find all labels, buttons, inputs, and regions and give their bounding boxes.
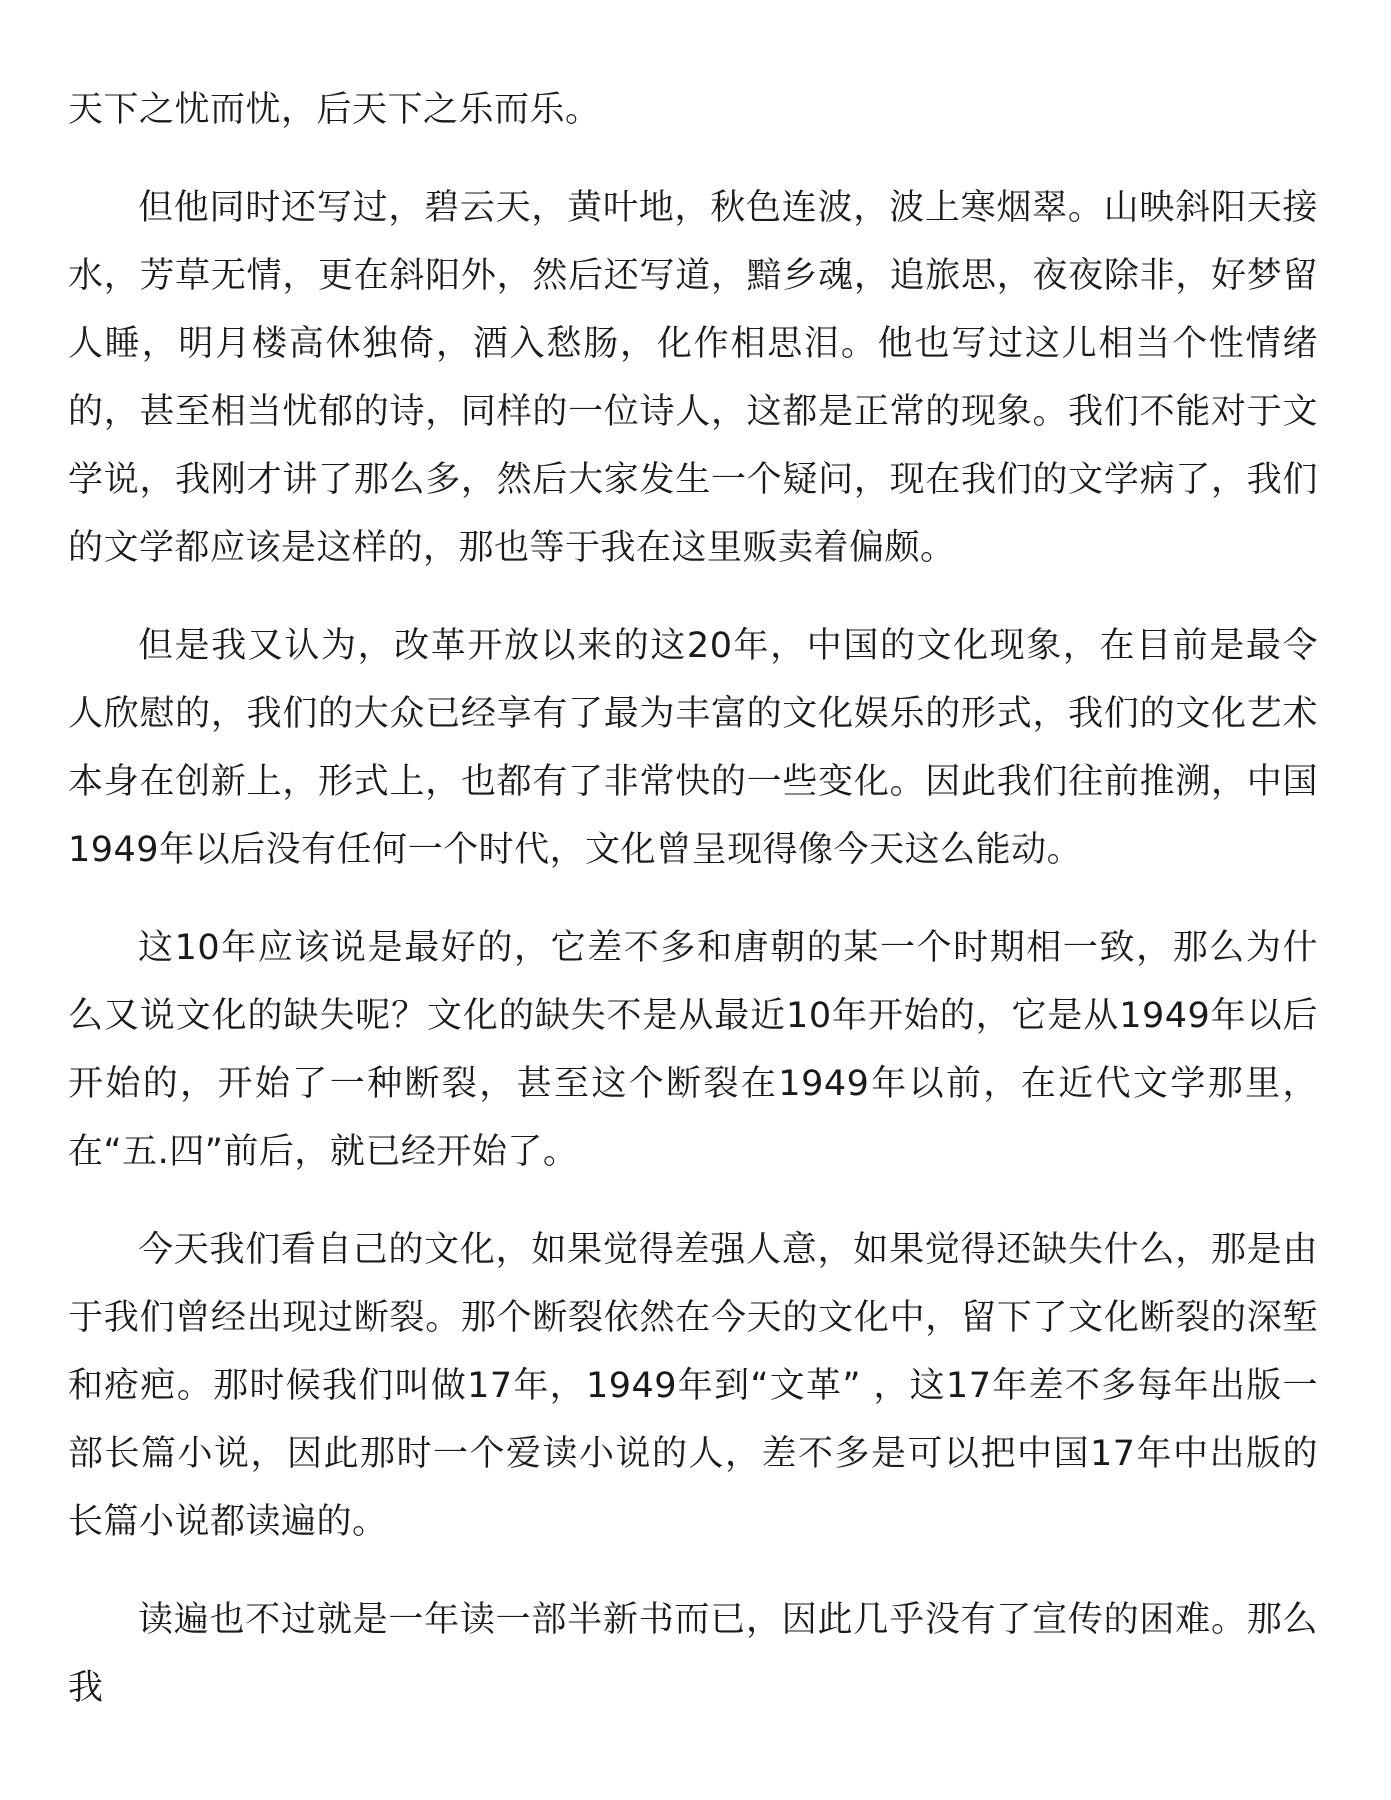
document-body [68, 76, 1318, 1752]
paragraph: 今天我们看自己的文化，如果觉得差强人意，如果觉得还缺失什么，那是由于我们曾经出现过断裂。那个断裂依然在今天的文化中，留下了文化断裂的深堑和疮疤。那时候我们叫做17年，1949年到“文革” ，这17年差不多每年出版一部长篇小说，因此那时一个爱读小说的人，差不多是可以把中国17年中出版的长篇小说都读遍的。 [68, 1230, 1318, 1542]
paragraph: 但是我又认为，改革开放以来的这20年，中国的文化现象，在目前是最令人欣慰的，我们的大众已经享有了最为丰富的文化娱乐的形式，我们的文化艺术本身在创新上，形式上，也都有了非常快的一些变化。因此我们往前推溯，中国1949年以后没有任何一个时代，文化曾呈现得像今天这么能动。 [68, 626, 1318, 870]
paragraph: 这10年应该说是最好的，它差不多和唐朝的某一个时期相一致，那么为什么又说文化的缺失呢？文化的缺失不是从最近10年开始的，它是从1949年以后开始的，开始了一种断裂，甚至这个断裂在1949年以前，在近代文学那里，在“五.四”前后，就已经开始了。 [68, 928, 1318, 1172]
paragraph-continuation: 天下之忧而忧，后天下之乐而乐。 [68, 90, 601, 130]
paragraph: 但他同时还写过，碧云天，黄叶地，秋色连波，波上寒烟翠。山映斜阳天接水，芳草无情，更在斜阳外，然后还写道，黯乡魂，追旅思，夜夜除非，好梦留人睡，明月楼高休独倚，酒入愁肠，化作相思泪。他也写过这儿相当个性情绪的，甚至相当忧郁的诗，同样的一位诗人，这都是正常的现象。我们不能对于文学说，我刚才讲了那么多，然后大家发生一个疑问，现在我们的文学病了，我们的文学都应该是这样的，那也等于我在这里贩卖着偏颇。 [68, 188, 1318, 568]
paragraph: 读遍也不过就是一年读一部半新书而已，因此几乎没有了宣传的困难。那么我 [68, 1600, 1318, 1708]
